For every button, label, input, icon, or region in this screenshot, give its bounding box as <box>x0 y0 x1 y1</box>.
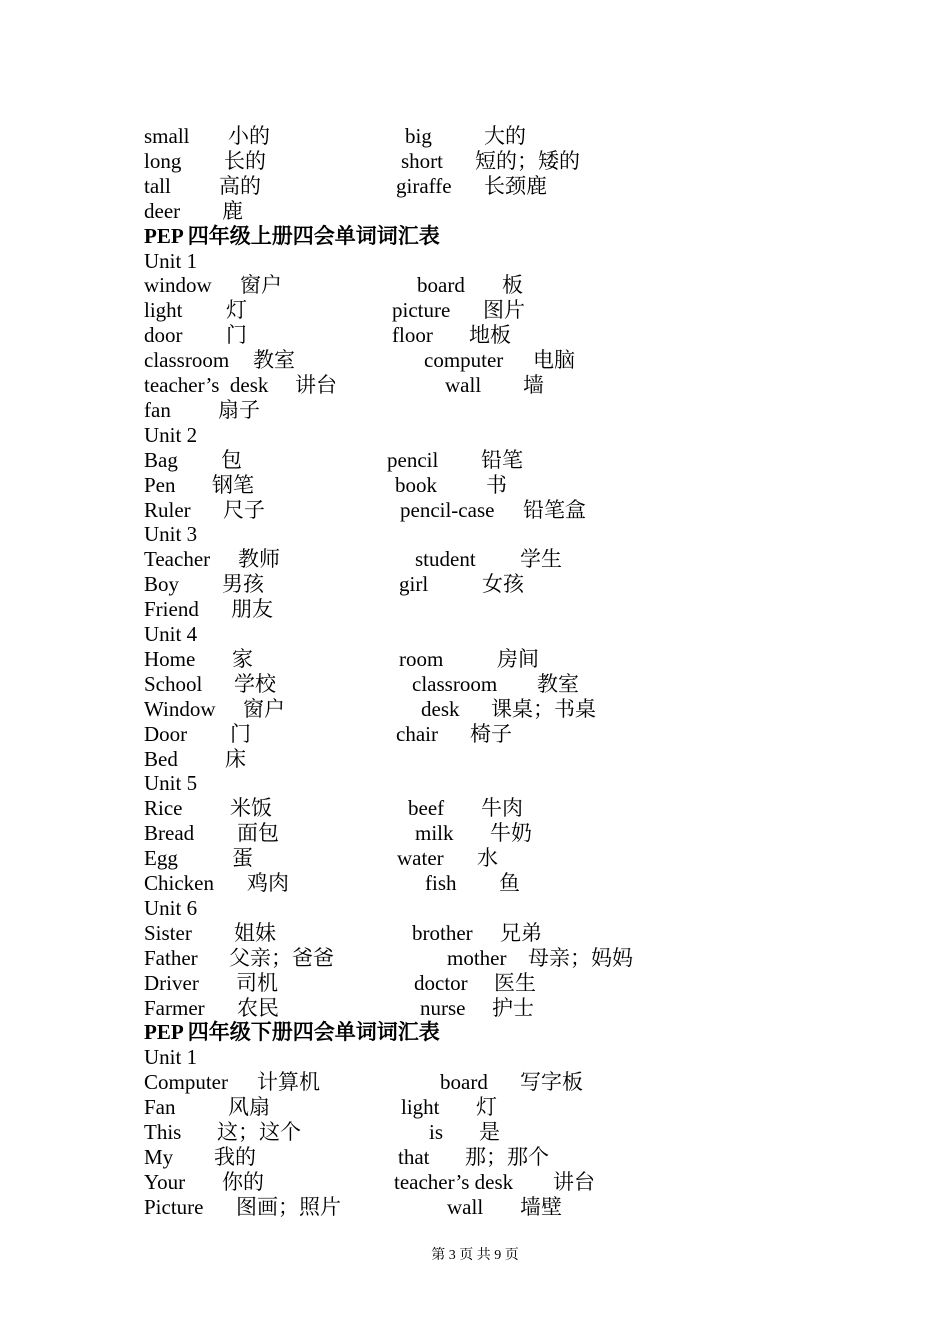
english-word: Friend <box>144 597 199 621</box>
chinese-meaning: 讲台 <box>295 373 337 397</box>
english-word: window <box>144 273 212 297</box>
english-word: deer <box>144 199 181 223</box>
unit-label: Unit 3 <box>144 522 198 546</box>
english-word: Bed <box>144 747 178 771</box>
english-word: Picture <box>144 1195 204 1219</box>
english-word: Farmer <box>144 996 205 1020</box>
chinese-meaning: 灯 <box>226 298 247 322</box>
chinese-meaning: 那；那个 <box>465 1145 549 1169</box>
chinese-meaning: 短的；矮的 <box>475 149 580 173</box>
chinese-meaning: 司机 <box>236 971 278 995</box>
unit-label: Unit 5 <box>144 771 198 795</box>
chinese-meaning: 姐妹 <box>234 921 276 945</box>
chinese-meaning: 教师 <box>238 547 280 571</box>
chinese-meaning: 水 <box>477 846 498 870</box>
chinese-meaning: 鹿 <box>222 199 243 223</box>
chinese-meaning: 扇子 <box>218 398 260 422</box>
chinese-meaning: 电脑 <box>533 348 575 372</box>
english-word: light <box>401 1095 440 1119</box>
english-word: picture <box>392 298 451 322</box>
english-word: room <box>399 647 444 671</box>
english-word: My <box>144 1145 174 1169</box>
english-word: Bag <box>144 448 178 472</box>
english-word: Rice <box>144 796 183 820</box>
chinese-meaning: 墙壁 <box>520 1195 562 1219</box>
english-word: Driver <box>144 971 199 995</box>
chinese-meaning: 小的 <box>228 124 270 148</box>
chinese-meaning: 高的 <box>219 174 261 198</box>
english-word: Bread <box>144 821 195 845</box>
chinese-meaning: 父亲；爸爸 <box>229 946 334 970</box>
unit-label: Unit 1 <box>144 1045 198 1069</box>
english-word: that <box>398 1145 430 1169</box>
chinese-meaning: 墙 <box>523 373 544 397</box>
english-word: floor <box>392 323 433 347</box>
chinese-meaning: 是 <box>479 1120 500 1144</box>
english-word: short <box>401 149 443 173</box>
chinese-meaning: 图片 <box>483 298 525 322</box>
chinese-meaning: 床 <box>225 747 246 771</box>
chinese-meaning: 写字板 <box>520 1070 583 1094</box>
english-word: Chicken <box>144 871 214 895</box>
english-word: light <box>144 298 183 322</box>
english-word: Your <box>144 1170 186 1194</box>
chinese-meaning: 护士 <box>492 996 534 1020</box>
english-word: desk <box>421 697 460 721</box>
english-word: classroom <box>412 672 498 696</box>
chinese-meaning: 包 <box>221 448 242 472</box>
english-word: long <box>144 149 182 173</box>
chinese-meaning: 铅笔 <box>481 448 523 472</box>
page-footer: 第 3 页 共 9 页 <box>431 1248 519 1263</box>
english-word: teacher’s desk <box>144 373 269 397</box>
chinese-meaning: 图画；照片 <box>236 1195 341 1219</box>
chinese-meaning: 兄弟 <box>500 921 542 945</box>
english-word: Father <box>144 946 198 970</box>
english-word: board <box>440 1070 488 1094</box>
chinese-meaning: 大的 <box>484 124 526 148</box>
english-word: computer <box>424 348 504 372</box>
chinese-meaning: 地板 <box>469 323 511 347</box>
english-word: Pen <box>144 473 176 497</box>
english-word: Teacher <box>144 547 211 571</box>
chinese-meaning: 房间 <box>497 647 539 671</box>
chinese-meaning: 板 <box>502 273 523 297</box>
english-word: This <box>144 1120 182 1144</box>
english-word: giraffe <box>396 174 452 198</box>
chinese-meaning: 家 <box>232 647 253 671</box>
chinese-meaning: 门 <box>230 722 251 746</box>
english-word: small <box>144 124 190 148</box>
chinese-meaning: 窗户 <box>243 697 285 721</box>
chinese-meaning: 牛奶 <box>490 821 532 845</box>
chinese-meaning: 钢笔 <box>212 473 254 497</box>
english-word: classroom <box>144 348 230 372</box>
english-word: Boy <box>144 572 180 596</box>
chinese-meaning: 椅子 <box>470 722 512 746</box>
english-word: nurse <box>420 996 466 1020</box>
chinese-meaning: 蛋 <box>232 846 253 870</box>
english-word: is <box>429 1120 444 1144</box>
english-word: beef <box>408 796 445 820</box>
unit-label: Unit 1 <box>144 249 198 273</box>
chinese-meaning: 铅笔盒 <box>523 498 586 522</box>
chinese-meaning: 你的 <box>222 1170 264 1194</box>
chinese-meaning: 课桌；书桌 <box>491 697 596 721</box>
english-word: Home <box>144 647 196 671</box>
english-word: fan <box>144 398 171 422</box>
heading-text: PEP 四年级上册四会单词词汇表 <box>144 224 440 248</box>
chinese-meaning: 门 <box>226 323 247 347</box>
english-word: fish <box>425 871 457 895</box>
english-word: pencil <box>387 448 439 472</box>
chinese-meaning: 鱼 <box>499 871 520 895</box>
chinese-meaning: 长的 <box>224 149 266 173</box>
chinese-meaning: 教室 <box>537 672 579 696</box>
chinese-meaning: 这；这个 <box>217 1120 301 1144</box>
english-word: teacher’s desk <box>394 1170 514 1194</box>
chinese-meaning: 农民 <box>237 996 279 1020</box>
chinese-meaning: 面包 <box>237 821 279 845</box>
english-word: water <box>397 846 444 870</box>
chinese-meaning: 母亲；妈妈 <box>528 946 633 970</box>
english-word: student <box>415 547 476 571</box>
chinese-meaning: 米饭 <box>230 796 272 820</box>
unit-label: Unit 6 <box>144 896 198 920</box>
english-word: School <box>144 672 203 696</box>
chinese-meaning: 风扇 <box>228 1095 270 1119</box>
english-word: Fan <box>144 1095 176 1119</box>
chinese-meaning: 长颈鹿 <box>484 174 547 198</box>
english-word: Egg <box>144 846 178 870</box>
english-word: Ruler <box>144 498 191 522</box>
english-word: board <box>417 273 465 297</box>
english-word: girl <box>399 572 429 596</box>
english-word: Sister <box>144 921 192 945</box>
chinese-meaning: 朋友 <box>231 597 273 621</box>
chinese-meaning: 学校 <box>234 672 276 696</box>
chinese-meaning: 我的 <box>214 1145 256 1169</box>
chinese-meaning: 书 <box>486 473 507 497</box>
english-word: chair <box>396 722 438 746</box>
chinese-meaning: 计算机 <box>257 1070 320 1094</box>
english-word: doctor <box>414 971 468 995</box>
english-word: door <box>144 323 183 347</box>
heading-text: PEP 四年级下册四会单词词汇表 <box>144 1020 440 1044</box>
english-word: Door <box>144 722 188 746</box>
english-word: wall <box>447 1195 484 1219</box>
english-word: pencil-case <box>400 498 495 522</box>
english-word: milk <box>415 821 454 845</box>
chinese-meaning: 讲台 <box>553 1170 595 1194</box>
unit-label: Unit 2 <box>144 423 198 447</box>
chinese-meaning: 牛肉 <box>481 796 523 820</box>
chinese-meaning: 男孩 <box>222 572 264 596</box>
chinese-meaning: 灯 <box>476 1095 497 1119</box>
chinese-meaning: 窗户 <box>240 273 282 297</box>
unit-label: Unit 4 <box>144 622 198 646</box>
chinese-meaning: 女孩 <box>482 572 524 596</box>
english-word: Window <box>144 697 216 721</box>
english-word: book <box>395 473 437 497</box>
english-word: Computer <box>144 1070 228 1094</box>
chinese-meaning: 教室 <box>253 348 295 372</box>
chinese-meaning: 医生 <box>494 971 536 995</box>
chinese-meaning: 鸡肉 <box>247 871 289 895</box>
english-word: wall <box>445 373 482 397</box>
english-word: big <box>405 124 432 148</box>
chinese-meaning: 学生 <box>520 547 562 571</box>
chinese-meaning: 尺子 <box>223 498 265 522</box>
english-word: tall <box>144 174 171 198</box>
english-word: brother <box>412 921 473 945</box>
english-word: mother <box>447 946 507 970</box>
